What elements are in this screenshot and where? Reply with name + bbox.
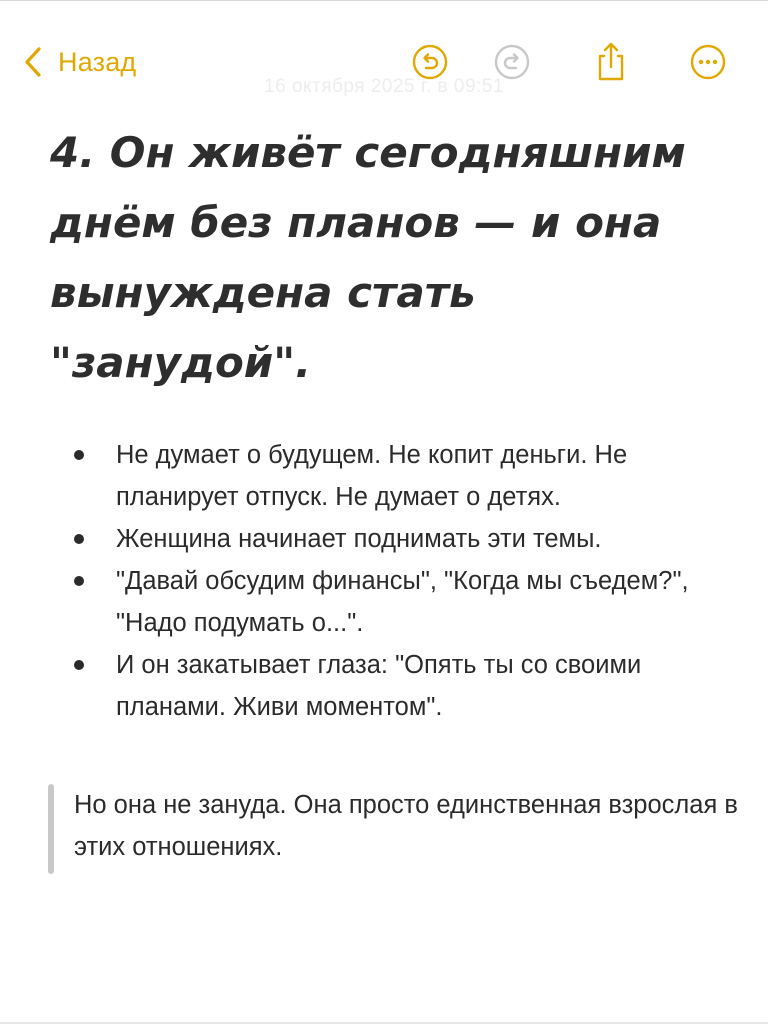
list-item xyxy=(74,434,754,518)
list-item-text: Не думает о будущем. Не копит деньги. Не планирует отпуск. Не думает о детях. xyxy=(116,441,628,511)
block-quote xyxy=(48,784,738,874)
notes-toolbar xyxy=(0,0,768,120)
undo-icon[interactable] xyxy=(412,44,448,80)
list-item-text: "Давай обсудим финансы", "Когда мы съедем?", "Надо подумать о...". xyxy=(116,567,689,637)
redo-icon[interactable] xyxy=(494,44,530,80)
chevron-left-icon xyxy=(22,44,44,80)
note-date: 16 октября 2025 г. в 09:51 xyxy=(264,76,504,97)
list-item-text: Женщина начинает поднимать эти темы. xyxy=(116,525,602,553)
note-title: 4. Он живёт сегодняшним днём без планов — и она вынуждена стать "занудой". xyxy=(50,128,686,387)
list-item xyxy=(74,644,754,728)
bullet-dot-icon xyxy=(74,534,84,544)
back-label: Назад xyxy=(58,46,137,77)
more-icon[interactable] xyxy=(690,44,726,80)
quote-bar xyxy=(48,784,54,874)
bullet-dot-icon xyxy=(74,450,84,460)
bullet-dot-icon xyxy=(74,660,84,670)
bullet-dot-icon xyxy=(74,576,84,586)
list-item xyxy=(74,560,754,644)
quote-text: Но она не зануда. Она просто единственная взрослая в этих отношениях. xyxy=(74,791,738,861)
list-item-text: И он закатывает глаза: "Опять ты со своими планами. Живи моментом". xyxy=(116,651,642,721)
back-button[interactable] xyxy=(22,44,136,80)
list-item xyxy=(74,518,754,560)
bullet-list xyxy=(74,434,754,728)
